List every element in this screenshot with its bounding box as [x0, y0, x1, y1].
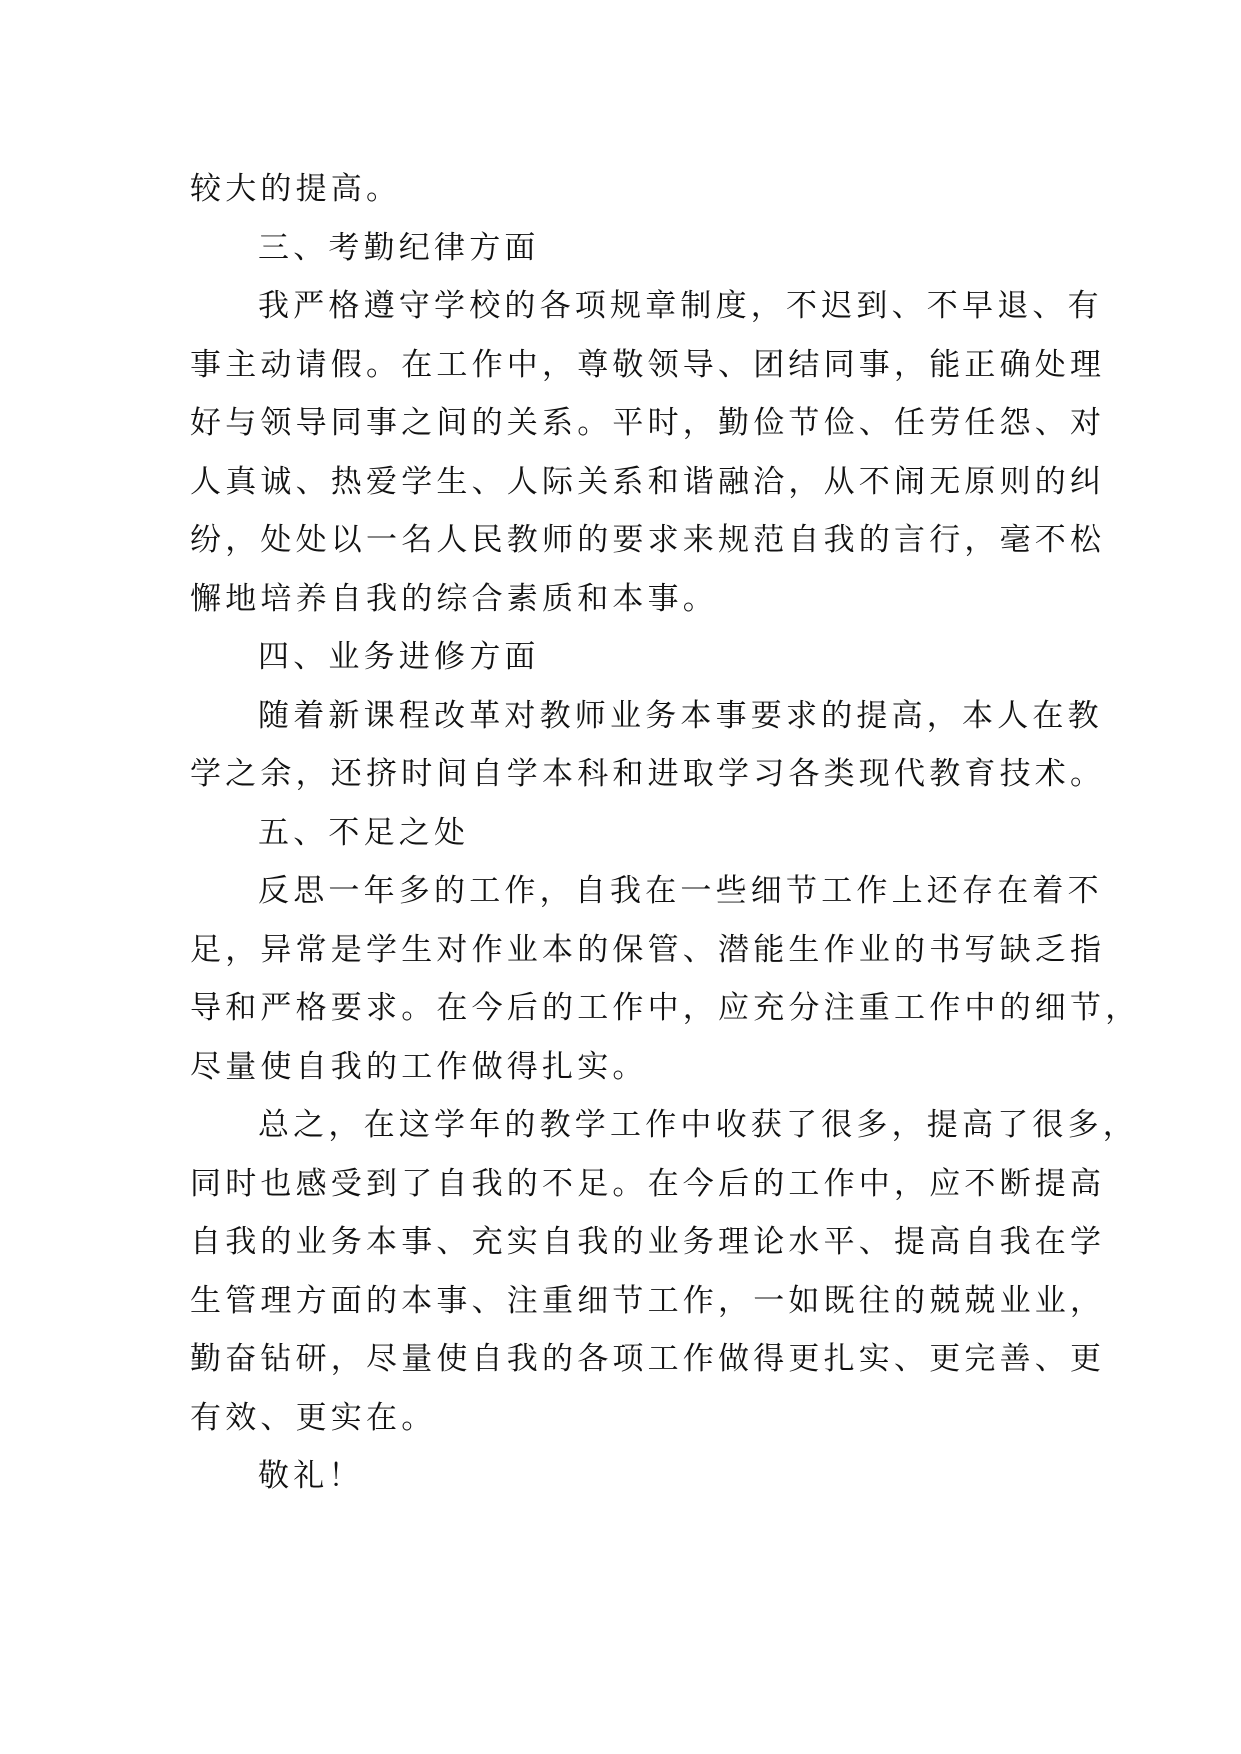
- text-line: 学之余，还挤时间自学本科和进取学习各类现代教育技术。: [190, 756, 1106, 792]
- text-line: 我严格遵守学校的各项规章制度，不迟到、不早退、有: [258, 288, 1103, 324]
- text-line: 好与领导同事之间的关系。平时，勤俭节俭、任劳任怨、对: [190, 405, 1106, 441]
- section-heading: 五、不足之处: [258, 814, 470, 851]
- text-line: 有效、更实在。: [190, 1399, 437, 1436]
- text-line: 导和严格要求。在今后的工作中，应充分注重工作中的细节，: [190, 990, 1141, 1026]
- section-heading: 三、考勤纪律方面: [258, 229, 540, 266]
- text-line: 人真诚、热爱学生、人际关系和谐融洽，从不闹无原则的纠: [190, 463, 1106, 500]
- body-text: [190, 160, 1141, 1506]
- section-heading: 四、业务进修方面: [258, 639, 540, 675]
- text-line: 较大的提高。: [190, 171, 402, 207]
- text-line: 总之，在这学年的教学工作中收获了很多，提高了很多，: [258, 1107, 1138, 1143]
- text-line: 同时也感受到了自我的不足。在今后的工作中，应不断提高: [190, 1165, 1106, 1202]
- text-line: 事主动请假。在工作中，尊敬领导、团结同事，能正确处理: [190, 346, 1106, 383]
- text-line: 懈地培养自我的综合素质和本事。: [190, 580, 718, 617]
- text-line: 足，异常是学生对作业本的保管、潜能生作业的书写缺乏指: [190, 931, 1106, 968]
- text-line: 纷，处处以一名人民教师的要求来规范自我的言行，毫不松: [190, 522, 1106, 558]
- text-line: 反思一年多的工作，自我在一些细节工作上还存在着不: [258, 873, 1103, 909]
- closing-salutation: 敬礼！: [258, 1458, 364, 1494]
- text-line: 尽量使自我的工作做得扎实。: [190, 1048, 648, 1085]
- text-line: 随着新课程改革对教师业务本事要求的提高，本人在教: [258, 697, 1103, 734]
- text-line: 生管理方面的本事、注重细节工作，一如既往的兢兢业业，: [190, 1282, 1106, 1319]
- text-line: 勤奋钻研，尽量使自我的各项工作做得更扎实、更完善、更: [190, 1341, 1106, 1377]
- text-line: 自我的业务本事、充实自我的业务理论水平、提高自我在学: [190, 1224, 1106, 1260]
